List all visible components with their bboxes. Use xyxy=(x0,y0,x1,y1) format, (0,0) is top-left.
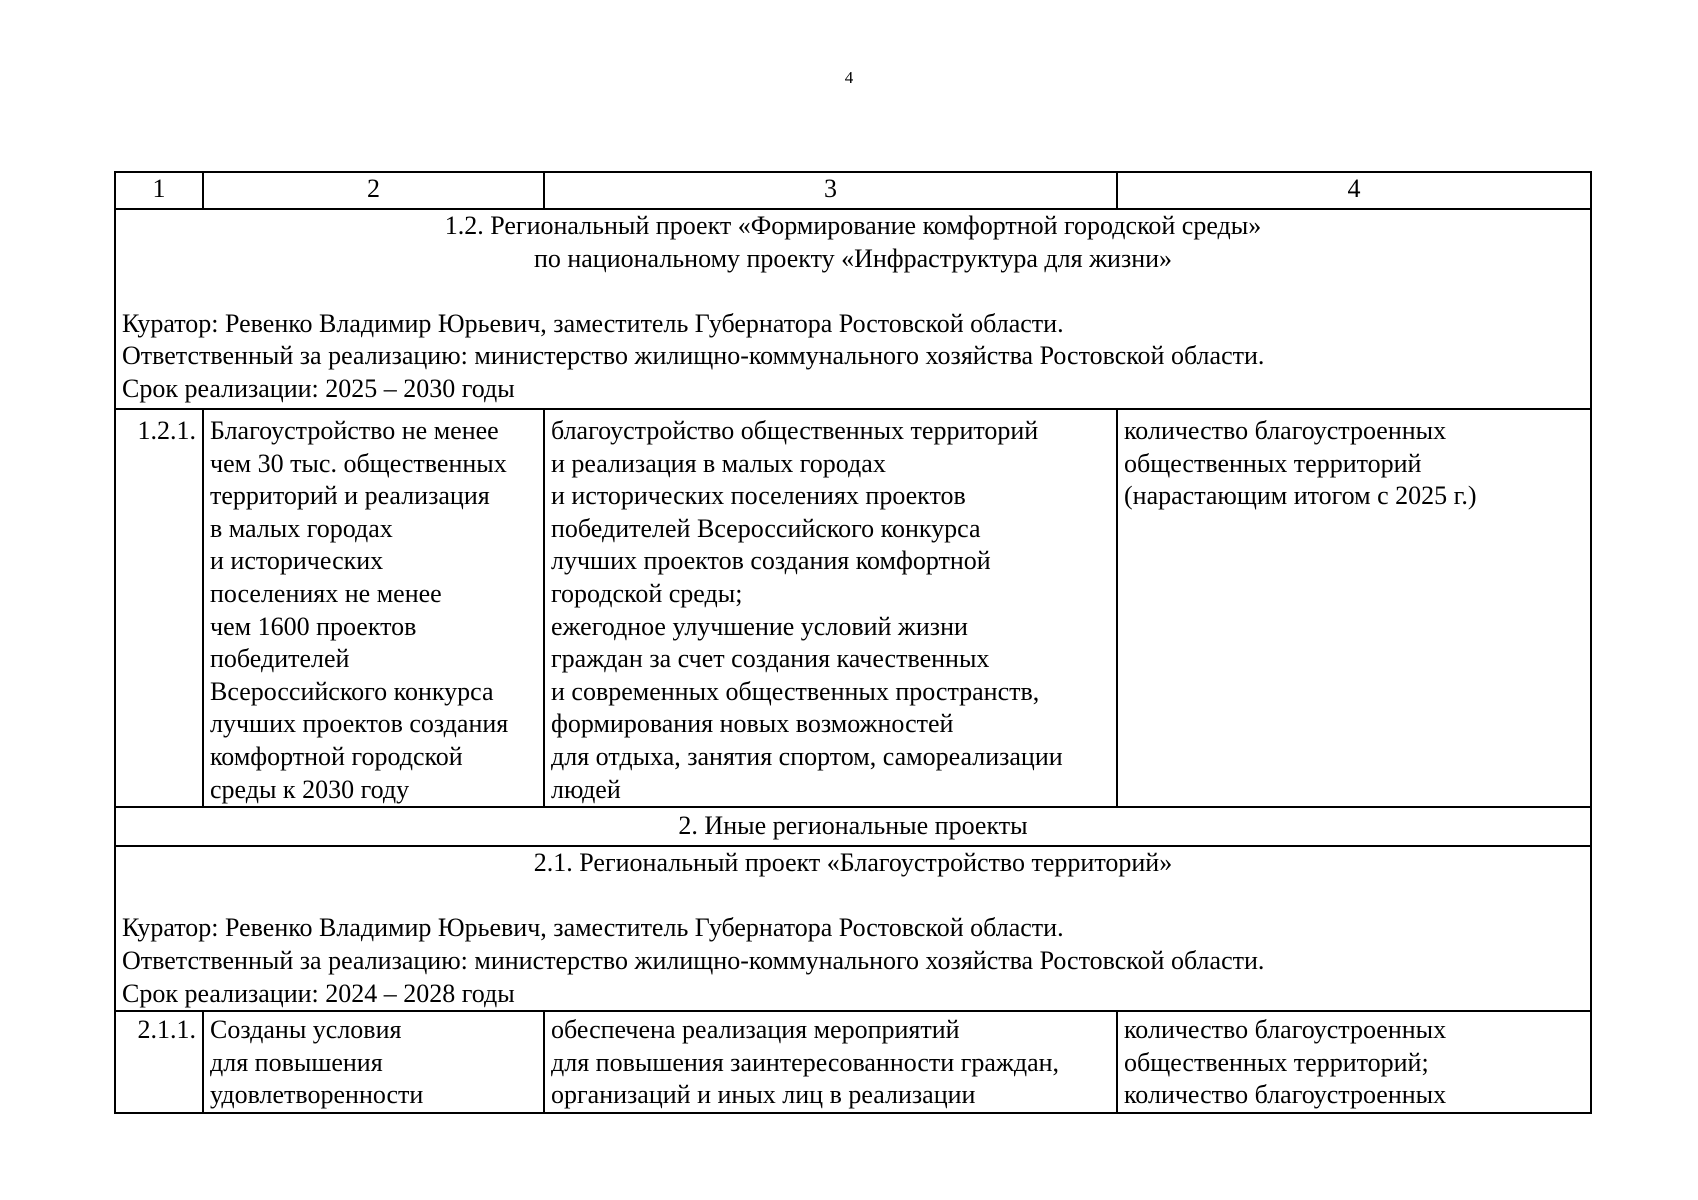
section-title-line: по национальному проекту «Инфраструктура для жизни» xyxy=(533,243,1173,273)
indicator-cell xyxy=(1117,409,1591,807)
effect-cell xyxy=(544,409,1117,807)
column-header-1: 1 xyxy=(115,172,203,209)
task-line: Всероссийского конкурса xyxy=(210,676,494,706)
effect-line: обеспечена реализация мероприятий xyxy=(551,1015,960,1045)
task-line: среды к 2030 году xyxy=(210,774,410,804)
task-line: чем 1600 проектов xyxy=(210,611,417,641)
task-cell xyxy=(203,409,544,807)
projects-table xyxy=(114,171,1592,1114)
effect-line: благоустройство общественных территорий xyxy=(551,416,1039,445)
curator-text: Куратор: Ревенко Владимир Юрьевич, заместитель Губернатора Ростовской области. xyxy=(122,913,1064,943)
task-line: поселениях не менее xyxy=(210,578,442,608)
row-number: 2.1.1. xyxy=(115,1011,203,1113)
responsible-text: Ответственный за реализацию: министерство жилищно-коммунального хозяйства Ростовской области. xyxy=(122,341,1265,371)
indicator-line: общественных территорий xyxy=(1124,448,1422,478)
column-header-row xyxy=(115,172,1591,209)
curator-text: Куратор: Ревенко Владимир Юрьевич, заместитель Губернатора Ростовской области. xyxy=(122,308,1064,338)
task-line: лучших проектов создания xyxy=(210,709,509,739)
effect-line: победителей Всероссийского конкурса xyxy=(551,513,981,543)
task-line: территорий и реализация xyxy=(210,481,490,511)
section-2-row xyxy=(115,807,1591,846)
section-title-line: 1.2. Региональный проект «Формирование комфортной городской среды» xyxy=(444,211,1262,240)
period-text: Срок реализации: 2024 – 2028 годы xyxy=(122,978,515,1008)
table-row xyxy=(115,1011,1591,1113)
indicator-cell xyxy=(1117,1011,1591,1113)
section-title-line: 2.1. Региональный проект «Благоустройство территорий» xyxy=(533,848,1173,878)
indicator-line: количество благоустроенных xyxy=(1124,1080,1447,1110)
column-header-3: 3 xyxy=(544,172,1117,209)
responsible-text: Ответственный за реализацию: министерство жилищно-коммунального хозяйства Ростовской области. xyxy=(122,945,1265,975)
indicator-line: количество благоустроенных xyxy=(1124,416,1447,445)
section-2-1-row xyxy=(115,846,1591,1011)
effect-line: людей xyxy=(551,774,621,804)
effect-line: лучших проектов создания комфортной xyxy=(551,546,991,576)
page-number: 4 xyxy=(844,68,854,87)
effect-line: для отдыха, занятия спортом, самореализации xyxy=(551,741,1063,771)
column-header-2: 2 xyxy=(203,172,544,209)
effect-line: формирования новых возможностей xyxy=(551,709,954,739)
effect-cell xyxy=(544,1011,1117,1113)
task-line: комфортной городской xyxy=(210,741,463,771)
section-1-2-row xyxy=(115,209,1591,409)
task-line: чем 30 тыс. общественных xyxy=(210,448,507,478)
row-number: 1.2.1. xyxy=(115,409,203,807)
task-cell xyxy=(203,1011,544,1113)
task-line: победителей xyxy=(210,644,350,674)
effect-line: ежегодное улучшение условий жизни xyxy=(551,611,968,641)
effect-line: для повышения заинтересованности граждан, xyxy=(551,1047,1060,1077)
section-2-1-cell xyxy=(115,846,1591,1011)
effect-line: граждан за счет создания качественных xyxy=(551,644,990,674)
indicator-line: общественных территорий; xyxy=(1124,1047,1429,1077)
indicator-line: (нарастающим итогом с 2025 г.) xyxy=(1124,481,1477,511)
period-text: Срок реализации: 2025 – 2030 годы xyxy=(122,373,515,403)
section-2-title: 2. Иные региональные проекты xyxy=(115,807,1591,846)
task-line: и исторических xyxy=(210,546,384,576)
effect-line: и современных общественных пространств, xyxy=(551,676,1040,706)
task-line: Созданы условия xyxy=(210,1015,402,1045)
effect-line: городской среды; xyxy=(551,578,743,608)
task-line: Благоустройство не менее xyxy=(210,416,499,445)
column-header-4: 4 xyxy=(1117,172,1591,209)
effect-line: и исторических поселениях проектов xyxy=(551,481,966,511)
task-line: удовлетворенности xyxy=(210,1080,424,1110)
effect-line: и реализация в малых городах xyxy=(551,448,886,478)
effect-line: организаций и иных лиц в реализации xyxy=(551,1080,976,1110)
indicator-line: количество благоустроенных xyxy=(1124,1015,1447,1045)
task-line: для повышения xyxy=(210,1047,383,1077)
table-row xyxy=(115,409,1591,807)
task-line: в малых городах xyxy=(210,513,393,543)
section-1-2-cell xyxy=(115,209,1591,409)
